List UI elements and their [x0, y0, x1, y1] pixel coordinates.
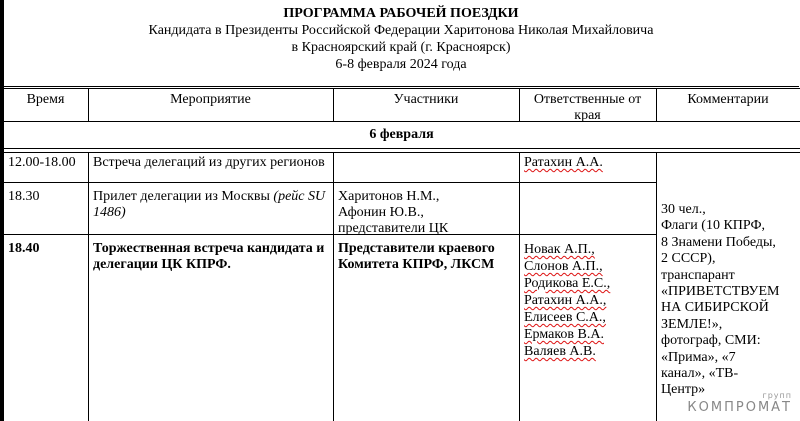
- comment-line: фотограф, СМИ:: [661, 333, 761, 349]
- responsible-name: Слонов А.П.,: [524, 259, 603, 274]
- responsible-name: Елисеев С.А.,: [524, 310, 606, 325]
- col-header-participants: Участники: [393, 92, 459, 107]
- participant: Афонин Ю.В.,: [338, 205, 424, 220]
- comment-line: канал», «ТВ-: [661, 366, 739, 382]
- col-header-comments: Комментарии: [687, 92, 769, 107]
- responsible-name: Ратахин А.А.,: [524, 293, 607, 308]
- header-row-border: [3, 121, 800, 122]
- watermark-text: КОМПРОМАТ: [687, 400, 792, 415]
- row1-border: [3, 182, 657, 183]
- row3-time: 18.40: [8, 241, 40, 256]
- row2-time: 18.30: [8, 189, 40, 204]
- col-header-event: Мероприятие: [170, 92, 251, 107]
- comment-line: НА СИБИРСКОЙ: [661, 300, 769, 316]
- responsible-name: Валяев А.В.: [524, 344, 596, 359]
- header-line-2: в Красноярский край (г. Красноярск): [291, 40, 511, 55]
- comment-line: «ПРИВЕТСТВУЕМ: [661, 284, 780, 300]
- comment-line: Флаги (10 КПРФ,: [661, 218, 766, 234]
- responsible-name: Новак А.П.,: [524, 242, 595, 257]
- document-header: [3, 0, 799, 87]
- comment-line: «Прима», «7: [661, 349, 736, 365]
- header-line-1: Кандидата в Президенты Российской Федерации Харитонова Николая Михайловича: [148, 23, 654, 38]
- participant: представители ЦК: [338, 221, 449, 236]
- comment-line: 2 СССР),: [661, 251, 716, 267]
- row2-flight: (рейс SU 1486): [93, 189, 326, 220]
- comment-line: 8 Знамени Победы,: [661, 234, 776, 250]
- watermark-small: групп: [762, 391, 792, 400]
- comment-line: ЗЕМЛЕ!»,: [661, 316, 723, 332]
- row3-event: Торжественная встреча кандидата и делегации ЦК КПРФ.: [93, 241, 325, 272]
- comment-line: 30 чел.,: [661, 202, 706, 217]
- responsible-name: Родикова Е.С.,: [524, 276, 611, 291]
- row2-participants: [333, 188, 519, 238]
- participant: Харитонов Н.М.,: [338, 189, 440, 204]
- col-header-time: Время: [26, 92, 65, 107]
- day-row-border: [3, 148, 800, 153]
- watermark: [687, 391, 792, 415]
- row1-responsible: [519, 154, 656, 172]
- day-label: 6 февраля: [369, 127, 434, 142]
- row2-event-text: Прилет делегации из Москвы: [93, 189, 274, 204]
- document-title: ПРОГРАММА РАБОЧЕЙ ПОЕЗДКИ: [283, 6, 519, 21]
- row2-border: [3, 234, 657, 235]
- header-line-3: 6-8 февраля 2024 года: [335, 57, 467, 72]
- row1-time: 12.00-18.00: [8, 155, 76, 170]
- responsible-name: Ермаков В.А.: [524, 327, 604, 342]
- comment-line: транспарант: [661, 267, 735, 283]
- comments-cell: [656, 201, 800, 400]
- col-divider: [656, 152, 657, 182]
- col-header-responsible: Ответственные от края: [533, 92, 642, 123]
- table-top-border: [3, 88, 800, 89]
- row2-event: [88, 188, 333, 222]
- row1-event: Встреча делегаций из других регионов: [93, 155, 325, 170]
- responsible-name: Ратахин А.А.: [524, 155, 603, 170]
- row3-responsible: [519, 240, 656, 361]
- comment-line: Центр»: [661, 382, 706, 398]
- row3-participants: Представители краевого Комитета КПРФ, ЛКСМ: [338, 241, 495, 272]
